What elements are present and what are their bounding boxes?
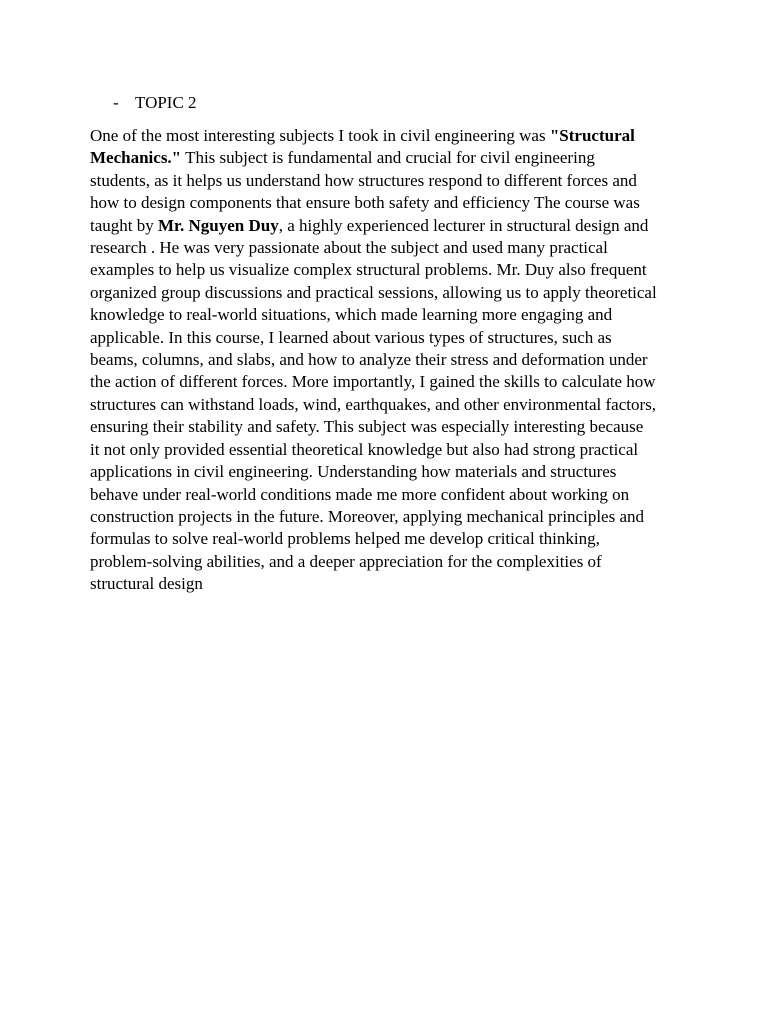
text-run: One of the most interesting subjects I took in civil engineering was	[90, 126, 550, 145]
text-run: taught by	[90, 215, 158, 235]
paragraph-line	[90, 282, 690, 304]
text-run: structures can withstand loads, wind, earthquakes, and other environmental factors,	[90, 394, 657, 414]
text-run: students, as it helps us understand how structures respond to different forces and	[90, 170, 637, 190]
bold-text-run: "Structural	[549, 126, 635, 145]
paragraph-line	[90, 551, 690, 573]
text-run: construction projects in the future. Moreover, applying mechanical principles and	[90, 506, 645, 526]
text-run: formulas to solve real-world problems helped me develop critical thinking,	[90, 529, 600, 549]
paragraph-line	[90, 147, 690, 169]
text-run: how to design components that ensure both safety and efficiency The course was	[90, 193, 640, 213]
text-run: , a highly experienced lecturer in structural design and	[278, 215, 649, 235]
topic-list-item	[113, 92, 197, 114]
text-run: applicable. In this course, I learned about various types of structures, such as	[90, 327, 612, 347]
paragraph-line	[90, 439, 690, 461]
paragraph-line	[90, 416, 690, 438]
paragraph-line	[90, 528, 690, 550]
text-run: ensuring their stability and safety. This subject was especially interesting because	[90, 417, 644, 437]
text-run: structural design	[90, 574, 203, 594]
paragraph-line	[90, 170, 690, 192]
text-run: the action of different forces. More importantly, I gained the skills to calculate how	[90, 372, 656, 392]
text-run: examples to help us visualize complex structural problems. Mr. Duy also frequent	[90, 260, 647, 280]
bold-text-run: Mechanics."	[90, 148, 182, 168]
paragraph-line	[90, 484, 690, 506]
text-run: knowledge to real-world situations, which made learning more engaging and	[90, 305, 613, 325]
paragraph-line	[90, 394, 690, 416]
text-run: applications in civil engineering. Understanding how materials and structures	[90, 462, 617, 482]
paragraph-line	[90, 125, 690, 147]
body-paragraph	[90, 125, 690, 596]
paragraph-line	[90, 573, 690, 595]
topic-heading: TOPIC 2	[135, 93, 197, 112]
paragraph-line	[90, 461, 690, 483]
text-run: research . He was very passionate about the subject and used many practical	[90, 238, 608, 258]
text-run: problem-solving abilities, and a deeper appreciation for the complexities of	[90, 551, 602, 571]
paragraph-line	[90, 259, 690, 281]
paragraph-line	[90, 371, 690, 393]
bold-text-run: Mr. Nguyen Duy	[158, 215, 279, 235]
paragraph-line	[90, 506, 690, 528]
paragraph-line	[90, 304, 690, 326]
paragraph-line	[90, 237, 690, 259]
text-run: beams, columns, and slabs, and how to analyze their stress and deformation under	[90, 350, 648, 370]
text-run: behave under real-world conditions made me more confident about working on	[90, 484, 630, 504]
text-run: This subject is fundamental and crucial for civil engineering	[181, 148, 595, 168]
paragraph-line	[90, 327, 690, 349]
paragraph-line	[90, 349, 690, 371]
paragraph-line	[90, 192, 690, 214]
text-run: organized group discussions and practical sessions, allowing us to apply theoretical	[90, 282, 657, 302]
paragraph-line	[90, 215, 690, 237]
text-run: it not only provided essential theoretical knowledge but also had strong practical	[90, 439, 639, 459]
list-bullet: -	[113, 93, 119, 112]
